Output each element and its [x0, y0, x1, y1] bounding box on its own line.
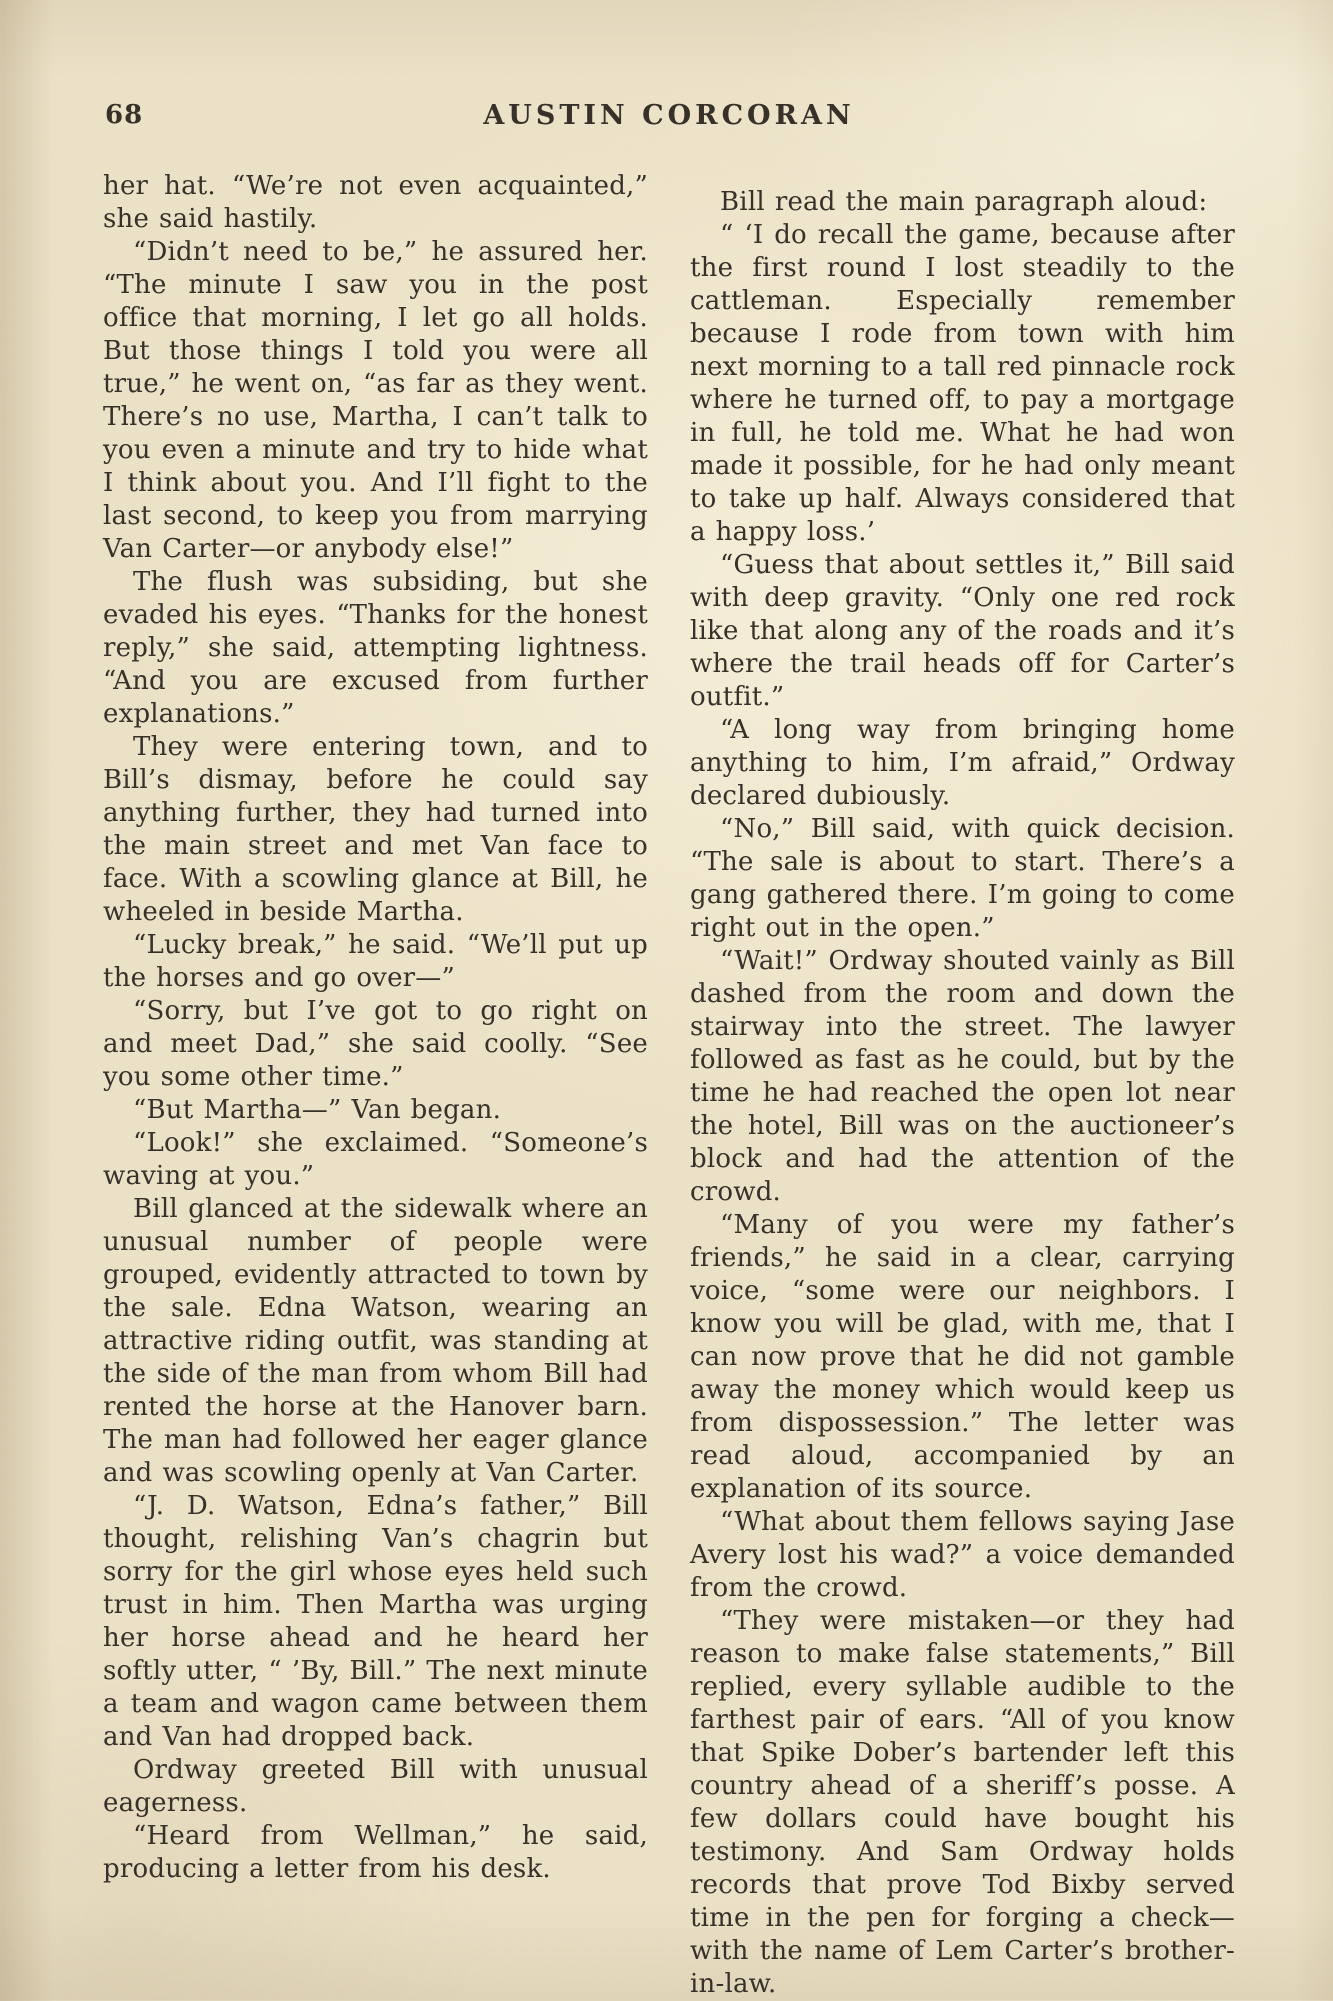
paragraph: “Didn’t need to be,” he assured her. “The minute I saw you in the post office that morning, I let go all holds. But those things I told you were all true,” he went on, “as far as they went. There’s no use, Martha, I can’t talk to you even a minute and try to hide what I think about you. And I’ll fight to the last second, to keep you from marrying Van Carter—or anybody else!”	[103, 237, 648, 564]
running-title: AUSTIN CORCORAN	[483, 100, 855, 131]
paragraph: They were entering town, and to Bill’s dismay, before he could say anything further, they had turned into the main street and met Van face to face. With a scowling glance at Bill, he wheeled in beside Martha.	[103, 732, 648, 927]
right-column	[690, 170, 1235, 2001]
letter-excerpt: “ ‘I do recall the game, because after the first round I lost steadily to the cattleman. Especially remember because I rode from town with him next morning to a tall red pinnacle rock where he turned off, to pay a mortgage in full, he told me. What he had won made it possible, for he had only meant to take up half. Always considered that a happy loss.’	[690, 220, 1235, 547]
paragraph: Bill read the main paragraph aloud:	[720, 187, 1208, 217]
paragraph: “They were mistaken—or they had reason to make false statements,” Bill replied, every syllable audible to the farthest pair of ears. “All of you know that Spike Dober’s bartender left this country ahead of a sheriff’s posse. A few dollars could have bought his testimony. And Sam Ordway holds records that prove Tod Bixby served time in the pen for forging a check—with the name of Lem Carter’s brother-in-law.	[690, 1606, 1235, 1999]
paragraph: “Guess that about settles it,” Bill said with deep gravity. “Only one red rock like that along any of the roads and it’s where the trail heads off for Carter’s outfit.”	[690, 550, 1235, 712]
paragraph: “Heard from Wellman,” he said, producing a letter from his desk.	[103, 1821, 648, 1884]
paragraph: “A long way from bringing home anything to him, I’m afraid,” Ordway declared dubiously.	[690, 715, 1235, 811]
page-number: 68	[105, 100, 144, 130]
paragraph: Bill glanced at the sidewalk where an unusual number of people were grouped, evidently attracted to town by the sale. Edna Watson, wearing an attractive riding outfit, was standing at the side of the man from whom Bill had rented the horse at the Hanover barn. The man had followed her eager glance and was scowling openly at Van Carter.	[103, 1194, 648, 1488]
paragraph: “Lucky break,” he said. “We’ll put up the horses and go over—”	[103, 930, 648, 993]
paragraph: “Many of you were my father’s friends,” he said in a clear, carrying voice, “some were our neighbors. I know you will be glad, with me, that I can now prove that he did not gamble away the money which would keep us from dispossession.” The letter was read aloud, accompanied by an explanation of its source.	[690, 1210, 1235, 1504]
paragraph: “Look!” she exclaimed. “Someone’s waving at you.”	[103, 1128, 648, 1191]
left-column	[103, 170, 648, 2001]
paragraph: The flush was subsiding, but she evaded his eyes. “Thanks for the honest reply,” she said, attempting lightness. “And you are excused from further explanations.”	[103, 567, 648, 729]
paragraph: “What about them fellows saying Jase Avery lost his wad?” a voice demanded from the crowd.	[690, 1507, 1235, 1603]
paragraph: “J. D. Watson, Edna’s father,” Bill thought, relishing Van’s chagrin but sorry for the girl whose eyes held such trust in him. Then Martha was urging her horse ahead and he heard her softly utter, “ ’By, Bill.” The next minute a team and wagon came between them and Van had dropped back.	[103, 1491, 648, 1752]
paragraph: her hat. “We’re not even acquainted,” she said hastily.	[103, 171, 648, 234]
page-header	[103, 100, 1235, 136]
text-columns	[103, 170, 1235, 2001]
paragraph: “Sorry, but I’ve got to go right on and meet Dad,” she said coolly. “See you some other time.”	[103, 996, 648, 1092]
paragraph: “No,” Bill said, with quick decision. “The sale is about to start. There’s a gang gathered there. I’m going to come right out in the open.”	[690, 814, 1235, 943]
paragraph: “But Martha—” Van began.	[133, 1095, 502, 1125]
paragraph: “Wait!” Ordway shouted vainly as Bill dashed from the room and down the stairway into the street. The lawyer followed as fast as he could, but by the time he had reached the open lot near the hotel, Bill was on the auctioneer’s block and had the attention of the crowd.	[690, 946, 1235, 1207]
paragraph: Ordway greeted Bill with unusual eagerness.	[103, 1755, 648, 1818]
